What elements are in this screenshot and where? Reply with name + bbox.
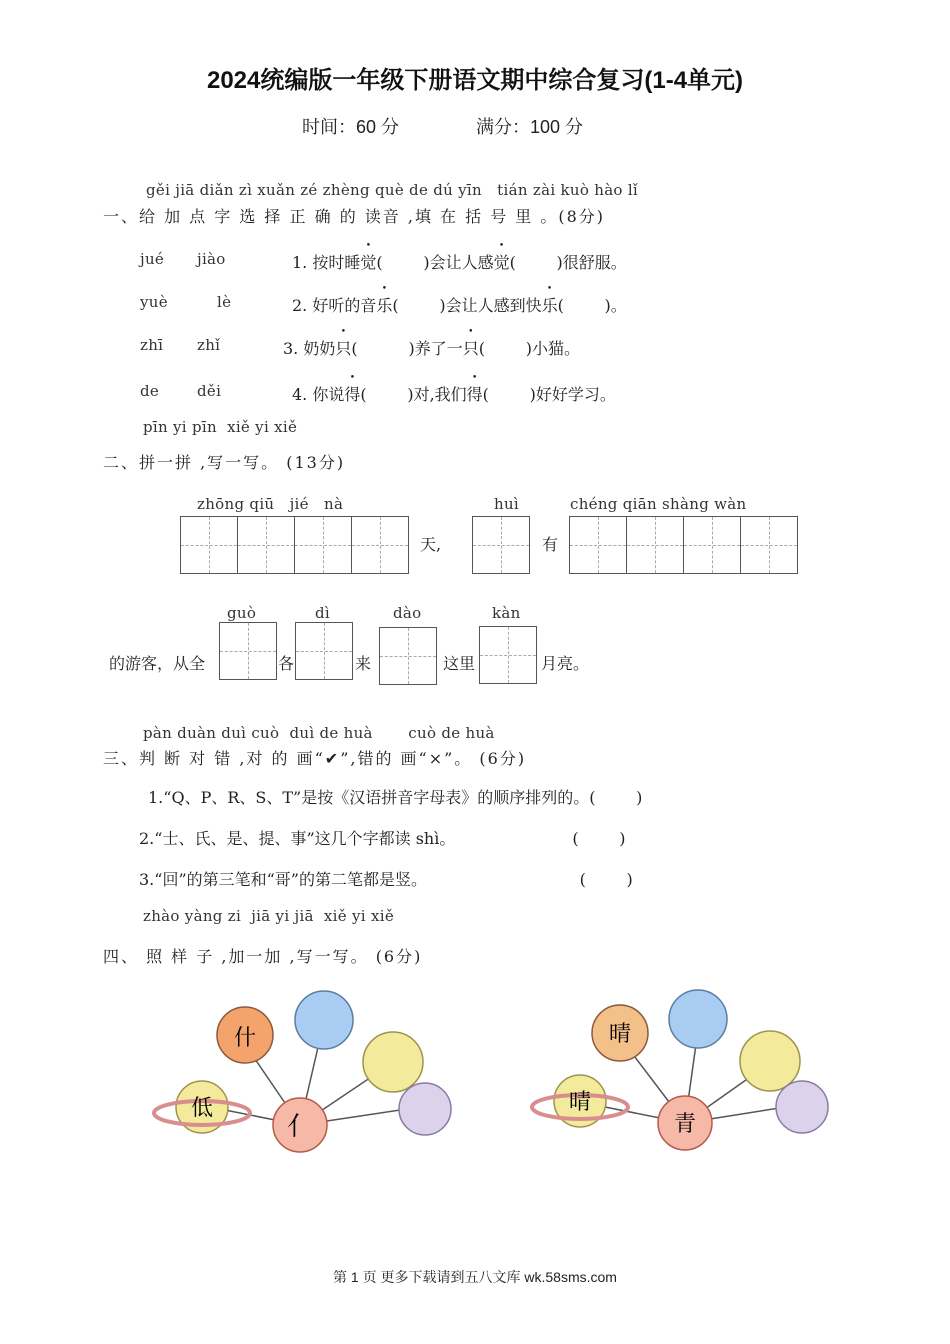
pinyin-option-b: děi: [197, 382, 222, 400]
center-char-left: 亻: [286, 1112, 314, 1142]
writing-cell[interactable]: [684, 517, 741, 573]
dotted-char: 觉: [493, 253, 510, 272]
pinyin-option-a: de: [140, 382, 160, 400]
line1-pinyin-a: zhōng qiū jié nà: [197, 495, 344, 513]
line1-pinyin-c: chéng qiān shàng wàn: [570, 495, 747, 513]
dotted-char: 乐: [541, 296, 558, 315]
dotted-char: 觉: [360, 253, 377, 272]
line2-pinyin-di: dì: [315, 604, 330, 622]
writing-cell[interactable]: [741, 517, 797, 573]
line2-pinyin-dao: dào: [393, 604, 422, 622]
saturn-char-left: 低: [190, 1096, 214, 1121]
writing-box-dao[interactable]: [379, 627, 437, 685]
top-char-left: 什: [233, 1026, 257, 1051]
section3-heading: 三、判 断 对 错 ,对 的 画“✔”,错的 画“×”。 (6分): [103, 749, 527, 768]
score-label: 满分：100 分: [476, 117, 584, 137]
planet-purple: [776, 1081, 828, 1133]
saturn-char-right: 晴: [568, 1090, 592, 1115]
writing-cell[interactable]: [238, 517, 295, 573]
writing-cell[interactable]: [352, 517, 408, 573]
writing-grid-chengqian[interactable]: [569, 516, 798, 574]
judge-item-2: 2.“士、氏、是、提、事”这几个字都读 shì。 ( ): [139, 829, 626, 848]
section3-pinyin: pàn duàn duì cuò duì de huà cuò de huà: [143, 724, 495, 742]
center-char-right: 青: [673, 1112, 697, 1137]
planet-blue: [669, 990, 727, 1048]
pinyin-option-a: jué: [140, 250, 165, 268]
page-footer: 第 1 页 更多下载请到五八文库 wk.58sms.com: [333, 1269, 617, 1285]
sentence-3: 3. 奶奶只( )养了一只( )小猫。: [283, 339, 580, 358]
dotted-char: 得: [344, 385, 361, 404]
line2-pinyin-kan: kàn: [492, 604, 521, 622]
writing-box-hui[interactable]: [472, 516, 530, 574]
planet-yellow: [363, 1032, 423, 1092]
line1-text-b: 有: [542, 535, 559, 554]
sentence-1: 1. 按时睡觉( )会让人感觉( )很舒服。: [292, 253, 627, 272]
judge-item-1: 1.“Q、P、R、S、T”是按《汉语拼音字母表》的顺序排列的。( ): [148, 788, 643, 807]
dotted-char: 只: [335, 339, 352, 358]
top-char-right: 晴: [608, 1022, 632, 1047]
planet-diagram-left: [150, 985, 470, 1155]
writing-box-kan[interactable]: [479, 626, 537, 684]
section2-heading: 二、拼一拼 ,写一写。 (13分): [103, 453, 346, 472]
sentence-2: 2. 好听的音乐( )会让人感到快乐( )。: [292, 296, 627, 315]
section4-pinyin: zhào yàng zi jiā yi jiā xiě yi xiě: [143, 907, 394, 925]
page-title: 2024统编版一年级下册语文期中综合复习(1-4单元): [206, 67, 744, 94]
writing-grid-zhongqiu[interactable]: [180, 516, 409, 574]
dotted-char: 只: [462, 339, 479, 358]
writing-cell[interactable]: [295, 517, 352, 573]
planet-purple: [399, 1083, 451, 1135]
writing-box-di[interactable]: [295, 622, 353, 680]
writing-cell[interactable]: [181, 517, 238, 573]
line1-pinyin-b: huì: [494, 495, 520, 513]
line2-text-3: 来: [355, 654, 372, 673]
pinyin-option-b: zhǐ: [197, 336, 221, 354]
sentence-4: 4. 你说得( )对,我们得( )好好学习。: [292, 385, 616, 404]
line2-text-5: 月亮。: [541, 654, 590, 673]
time-label: 时间：60 分: [302, 117, 400, 137]
section1-heading: 一、给 加 点 字 选 择 正 确 的 读音 ,填 在 括 号 里 。(8分): [103, 207, 606, 226]
dotted-char: 乐: [376, 296, 393, 315]
line2-pinyin-guo: guò: [227, 604, 257, 622]
line1-text-a: 天,: [420, 535, 442, 554]
judge-item-3: 3.“回”的第三笔和“哥”的第二笔都是竖。 ( ): [139, 870, 633, 889]
writing-cell[interactable]: [627, 517, 684, 573]
line2-text-4: 这里: [443, 654, 476, 673]
section1-pinyin: gěi jiā diǎn zì xuǎn zé zhèng què de dú yīn tián zài kuò hào lǐ: [146, 181, 639, 199]
planet-diagram-right: [530, 985, 850, 1155]
planet-yellow: [740, 1031, 800, 1091]
planet-blue: [295, 991, 353, 1049]
section4-heading: 四、 照 样 子 ,加一加 ,写一写。 (6分): [103, 947, 423, 966]
writing-cell[interactable]: [570, 517, 627, 573]
section2-pinyin: pīn yi pīn xiě yi xiě: [143, 418, 298, 436]
pinyin-option-a: yuè: [140, 293, 168, 311]
pinyin-option-a: zhī: [140, 336, 164, 354]
pinyin-option-b: lè: [217, 293, 232, 311]
writing-box-guo[interactable]: [219, 622, 277, 680]
pinyin-option-b: jiào: [197, 250, 226, 268]
dotted-char: 得: [466, 385, 483, 404]
line2-text-2: 各: [278, 654, 295, 673]
line2-text-1: 的游客，从全: [109, 654, 206, 673]
